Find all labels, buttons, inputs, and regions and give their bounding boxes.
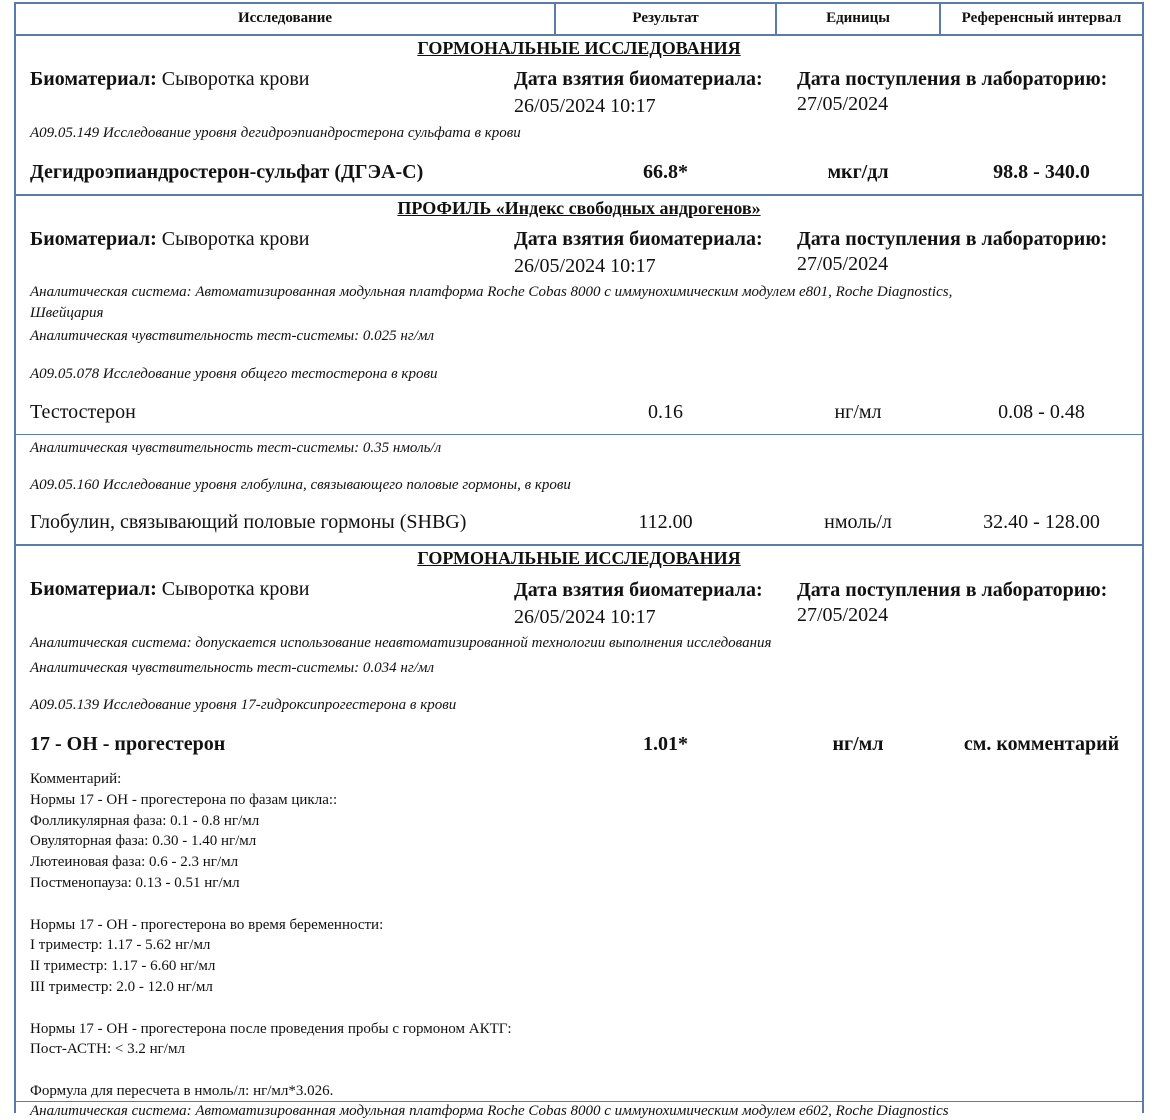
system-note-2b: Швейцария [30,305,104,321]
biomaterial-value: Сыворотка крови [161,68,310,90]
header-col-units: Единицы [826,10,890,26]
sensitivity-note-3: Аналитическая чувствительность тест-системы: 0.034 нг/мл [30,660,434,676]
section-divider-1 [14,194,1144,196]
system-note-3: Аналитическая система: допускается использование неавтоматизированной технологии выполнения исследования [30,635,772,651]
date-taken-value-1: 26/05/2024 10:17 [514,95,656,117]
test-ref-dhea: 98.8 - 340.0 [993,161,1090,183]
biomaterial-value: Сыворотка крови [161,578,310,600]
test-result-dhea: 66.8* [643,161,688,183]
test-name-testosterone: Тестостерон [30,401,136,423]
footer-cut-note: Аналитическая система: Автоматизированная модульная платформа Roche Cobas 8000 с иммунохимическим модулем e602, Roche Diagnostics [30,1103,949,1119]
date-received-value-2: 27/05/2024 [797,253,889,275]
header-col-test: Исследование [237,10,333,26]
date-taken-value-2: 26/05/2024 10:17 [514,255,656,277]
header-col-ref: Референсный интервал [961,10,1122,26]
test-ref-shbg: 32.40 - 128.00 [983,511,1100,533]
date-taken-label-1: Дата взятия биоматериала: [514,68,763,90]
test-ref-17oh: см. комментарий [963,733,1120,755]
sensitivity-note-2b: Аналитическая чувствительность тест-системы: 0.35 нмоль/л [30,440,442,456]
biomaterial-2 [30,228,309,251]
date-taken-label-2: Дата взятия биоматериала: [514,228,763,250]
date-received-value-1: 27/05/2024 [797,93,889,115]
system-note-2a: Аналитическая система: Автоматизированная модульная платформа Roche Cobas 8000 с иммунохимическим модулем e801, Roche Diagnostics, [30,284,953,300]
code-note-3: A09.05.139 Исследование уровня 17-гидроксипрогестерона в крови [30,697,457,713]
biomaterial-label: Биоматериал: [30,228,157,250]
date-received-label-3: Дата поступления в лабораторию: [797,579,1108,601]
date-taken-value-3: 26/05/2024 10:17 [514,606,656,628]
biomaterial-label: Биоматериал: [30,68,157,90]
code-note-1: A09.05.149 Исследование уровня дегидроэпиандростерона сульфата в крови [30,125,521,141]
comment-block: Комментарий: Нормы 17 - ОН - прогестерона по фазам цикла:: Фолликулярная фаза: 0.1 - 0.8 нг/мл Овуляторная фаза: 0.30 - 1.40 нг/мл Лютеиновая фаза: 0.6 - 2.3 нг/мл Постменопауза: 0.13 - 0.51 нг/мл Нормы 17 - ОН - прогестерона во время беременности: I триместр: 1.17 - 5.62 нг/мл II триместр: 1.17 - 6.60 нг/мл III триместр: 2.0 - 12.0 нг/мл Нормы 17 - ОН - прогестерона после проведения пробы с гормоном АКТГ: Пост-АСТН: < 3.2 нг/мл Формула для пересчета в нмоль/л: нг/мл*3.026. [30,771,512,1099]
test-name-dhea: Дегидроэпиандростерон-сульфат (ДГЭА-С) [30,161,424,183]
test-units-shbg: нмоль/л [824,511,892,533]
section-divider-2 [14,544,1144,546]
header-col-result: Результат [632,10,699,26]
header-bottom-border [14,34,1144,36]
test-result-17oh: 1.01* [643,733,688,755]
biomaterial-3 [30,578,309,601]
test-result-testosterone: 0.16 [648,401,683,423]
test-name-shbg: Глобулин, связывающий половые гормоны (SHBG) [30,511,467,533]
date-received-label-1: Дата поступления в лабораторию: [797,68,1108,90]
code-note-2: A09.05.078 Исследование уровня общего тестостерона в крови [30,366,438,382]
test-units-testosterone: нг/мл [834,401,882,423]
test-units-17oh: нг/мл [832,733,884,755]
biomaterial-value: Сыворотка крови [161,228,310,250]
table-top-border [14,2,1144,4]
date-taken-label-3: Дата взятия биоматериала: [514,579,763,601]
subsection-divider [14,434,1144,435]
date-received-value-3: 27/05/2024 [797,604,889,626]
sensitivity-note-2: Аналитическая чувствительность тест-системы: 0.025 нг/мл [30,328,434,344]
test-units-dhea: мкг/дл [827,161,889,183]
test-result-shbg: 112.00 [638,511,693,533]
test-name-17oh: 17 - ОН - прогестерон [30,733,226,755]
section-title-3: ГОРМОНАЛЬНЫЕ ИССЛЕДОВАНИЯ [417,548,741,568]
test-ref-testosterone: 0.08 - 0.48 [998,401,1085,423]
section-title-1: ГОРМОНАЛЬНЫЕ ИССЛЕДОВАНИЯ [417,38,741,58]
biomaterial-1 [30,68,309,91]
date-received-label-2: Дата поступления в лабораторию: [797,228,1108,250]
code-note-2b: A09.05.160 Исследование уровня глобулина, связывающего половые гормоны, в крови [30,477,571,493]
section-title-2: ПРОФИЛЬ «Индекс свободных андрогенов» [397,198,761,218]
biomaterial-label: Биоматериал: [30,578,157,600]
